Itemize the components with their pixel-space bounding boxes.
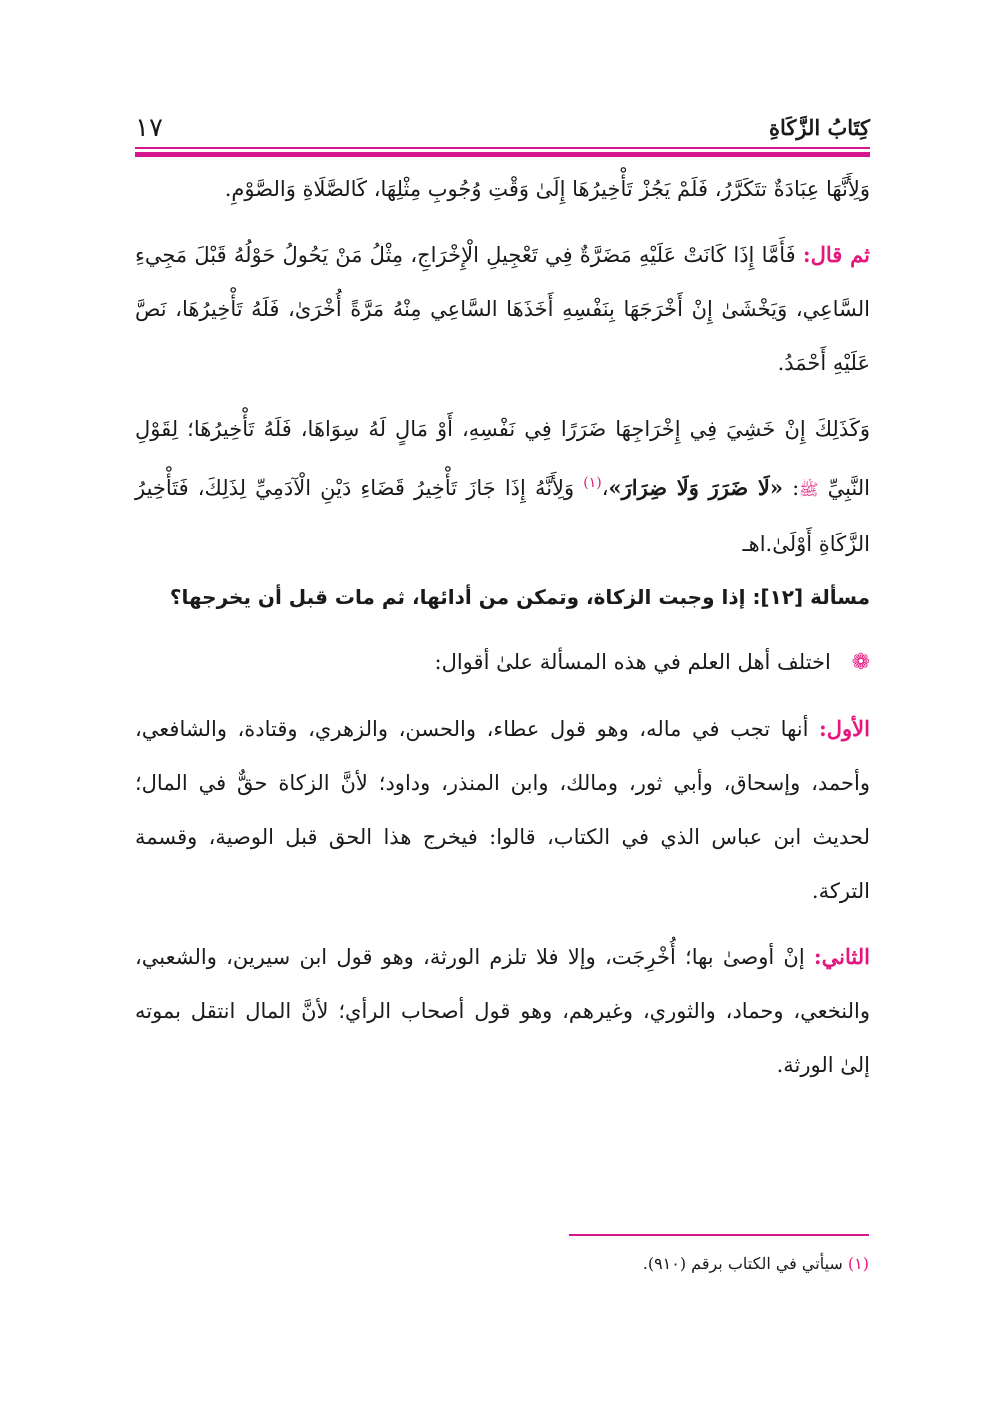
book-title: كِتَابُ الزَّكَاةِ: [768, 115, 870, 140]
footnote-number: (١): [847, 1254, 869, 1273]
footnote: [643, 1254, 869, 1273]
opinion-2-label: الثاني:: [813, 944, 870, 969]
header-rule-thin: [135, 147, 870, 149]
hadith-text: «لَا ضَرَرَ وَلَا ضِرَارَ»: [608, 475, 783, 500]
opinion-2: [135, 930, 870, 1092]
issue-text: إذا وجبت الزكاة، وتمكن من أدائها، ثم مات قبل أن يخرجها؟: [169, 585, 746, 609]
paragraph-2: [135, 228, 870, 390]
paragraph-3-part2: وَلِأَنَّهُ إِذَا جَازَ تَأْخِيرُ قَضَاءِ دَيْنِ الْآدَمِيِّ لِذَلِكَ، فَتَأْخِيرُ الزَّكَاةِ أَوْلَىٰ.اهـ: [135, 476, 870, 556]
footnote-text: سيأتي في الكتاب برقم (٩١٠).: [642, 1254, 843, 1273]
bullet-paragraph-text: اختلف أهل العلم في هذه المسألة علىٰ أقوال:: [434, 650, 831, 674]
page-header: [135, 113, 870, 149]
footnote-reference[interactable]: (١): [583, 475, 602, 491]
footnote-rule: [569, 1234, 869, 1236]
page-number: ١٧: [135, 113, 163, 143]
paragraph-3-colon: :: [792, 476, 800, 500]
paragraph-3-comma: ،: [601, 476, 609, 500]
salawat-icon: ﷺ: [799, 480, 819, 499]
paragraph-2-text: فَأَمَّا إِذَا كَانَتْ عَلَيْهِ مَضَرَّةٌ فِي تَعْجِيلِ الْإِخْرَاجِ، مِثْلُ مَنْ يَحُولُ حَوْلُهُ قَبْلَ مَجِيءِ السَّاعِي، وَيَخْشَىٰ إِنْ أَخْرَجَهَا بِنَفْسِهِ أَخَذَهَا السَّاعِي مِنْهُ مَرَّةً أُخْرَىٰ، فَلَهُ تَأْخِيرُهَا، نَصَّ عَلَيْهِ أَحْمَدُ.: [135, 243, 870, 375]
opinion-1: [135, 702, 870, 918]
header-rule-thick: [135, 152, 870, 157]
paragraph-3: [135, 402, 870, 571]
paragraph-1: وَلِأَنَّهَا عِبَادَةٌ تتَكَرَّرُ، فَلَمْ يَجُزْ تَأْخِيرُهَا إِلَىٰ وَقْتِ وُجُوبِ مِثْلِهَا، كَالصَّلَاةِ وَالصَّوْمِ.: [224, 177, 870, 201]
bullet-paragraph: [135, 635, 870, 690]
quote-label: ثم قال:: [802, 242, 870, 267]
page-content: [135, 162, 870, 1092]
issue-label: مسألة [١٢]:: [752, 585, 870, 609]
issue-heading: [135, 571, 870, 623]
opinion-1-label: الأول:: [819, 716, 870, 741]
opinion-1-text: أنها تجب في ماله، وهو قول عطاء، والحسن، والزهري، وقتادة، والشافعي، وأحمد، وإسحاق، وأبي ثور، ومالك، وابن المنذر، وداود؛ لأنَّ الزكاة حقٌّ في المال؛ لحديث ابن عباس الذي في الكتاب، قالوا: فيخرج هذا الحق قبل الوصية، وقسمة التركة.: [135, 717, 870, 903]
paragraph-3-part1: وَكَذَلِكَ إِنْ خَشِيَ فِي إِخْرَاجِهَا ضَرَرًا فِي نَفْسِهِ، أَوْ مَالٍ لَهُ سِوَاهَا، فَلَهُ تَأْخِيرُهَا؛ لِقَوْلِ النَّبِيِّ: [135, 417, 870, 500]
flower-bullet-icon: ❁: [851, 650, 870, 675]
opinion-2-text: إنْ أوصىٰ بها؛ أُخْرِجَت، وإلا فلا تلزم الورثة، وهو قول ابن سيرين، والشعبي، والنخعي، وحماد، والثوري، وغيرهم، وهو قول أصحاب الرأي؛ لأنَّ المال انتقل بموته إلىٰ الورثة.: [135, 945, 870, 1077]
